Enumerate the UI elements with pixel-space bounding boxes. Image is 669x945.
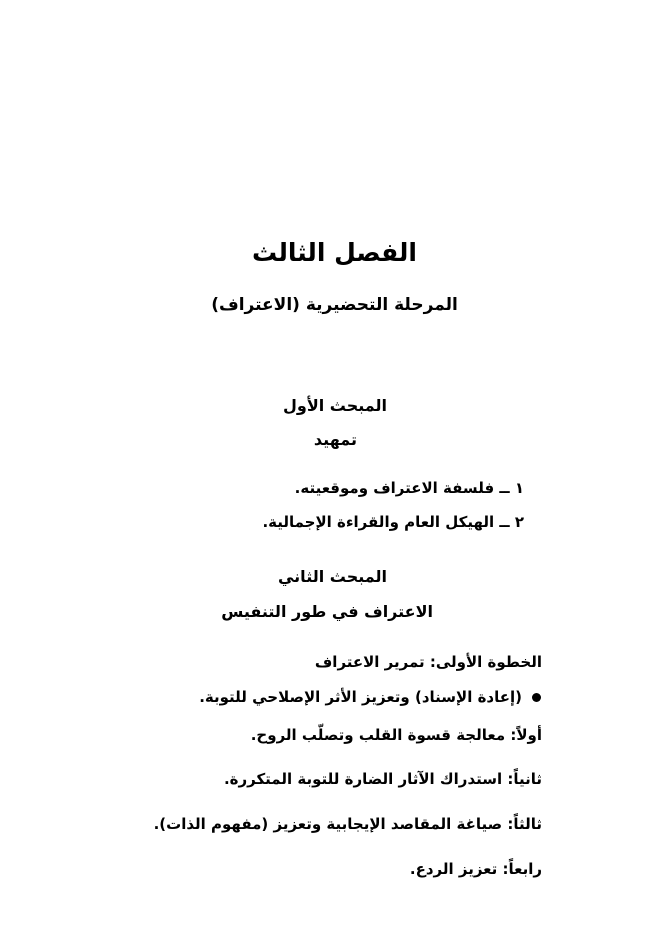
section-2-title: المبحث الثاني: [277, 567, 387, 586]
point-3: ثالثاً: صياغة المقاصد الإيجابية وتعزيز (مفهوم الذات).: [153, 815, 542, 833]
bullet-item: [199, 690, 541, 705]
point-2: ثانياً: استدراك الآثار الضارة للتوبة المتكررة.: [223, 770, 542, 788]
section-1-item-1: ١ ــ فلسفة الاعتراف وموقعيته.: [294, 479, 524, 497]
bullet-text: (إعادة الإسناد) وتعزيز الأثر الإصلاحي للتوبة.: [199, 688, 522, 706]
point-4: رابعاً: تعزيز الردع.: [409, 860, 542, 878]
point-1: أولاً: معالجة قسوة القلب وتصلّب الروح.: [250, 726, 542, 744]
section-1-title: المبحث الأول: [282, 396, 387, 415]
step-heading: الخطوة الأولى: تمرير الاعتراف: [314, 653, 542, 671]
chapter-title: الفصل الثالث: [251, 238, 417, 267]
bullet-icon: [532, 693, 541, 702]
section-1-item-2: ٢ ــ الهيكل العام والقراءة الإجمالية.: [262, 513, 524, 531]
section-2-subtitle: الاعتراف في طور التنفيس: [221, 602, 433, 621]
chapter-subtitle: المرحلة التحضيرية (الاعتراف): [211, 295, 458, 315]
section-1-subtitle: تمهيد: [313, 430, 357, 449]
